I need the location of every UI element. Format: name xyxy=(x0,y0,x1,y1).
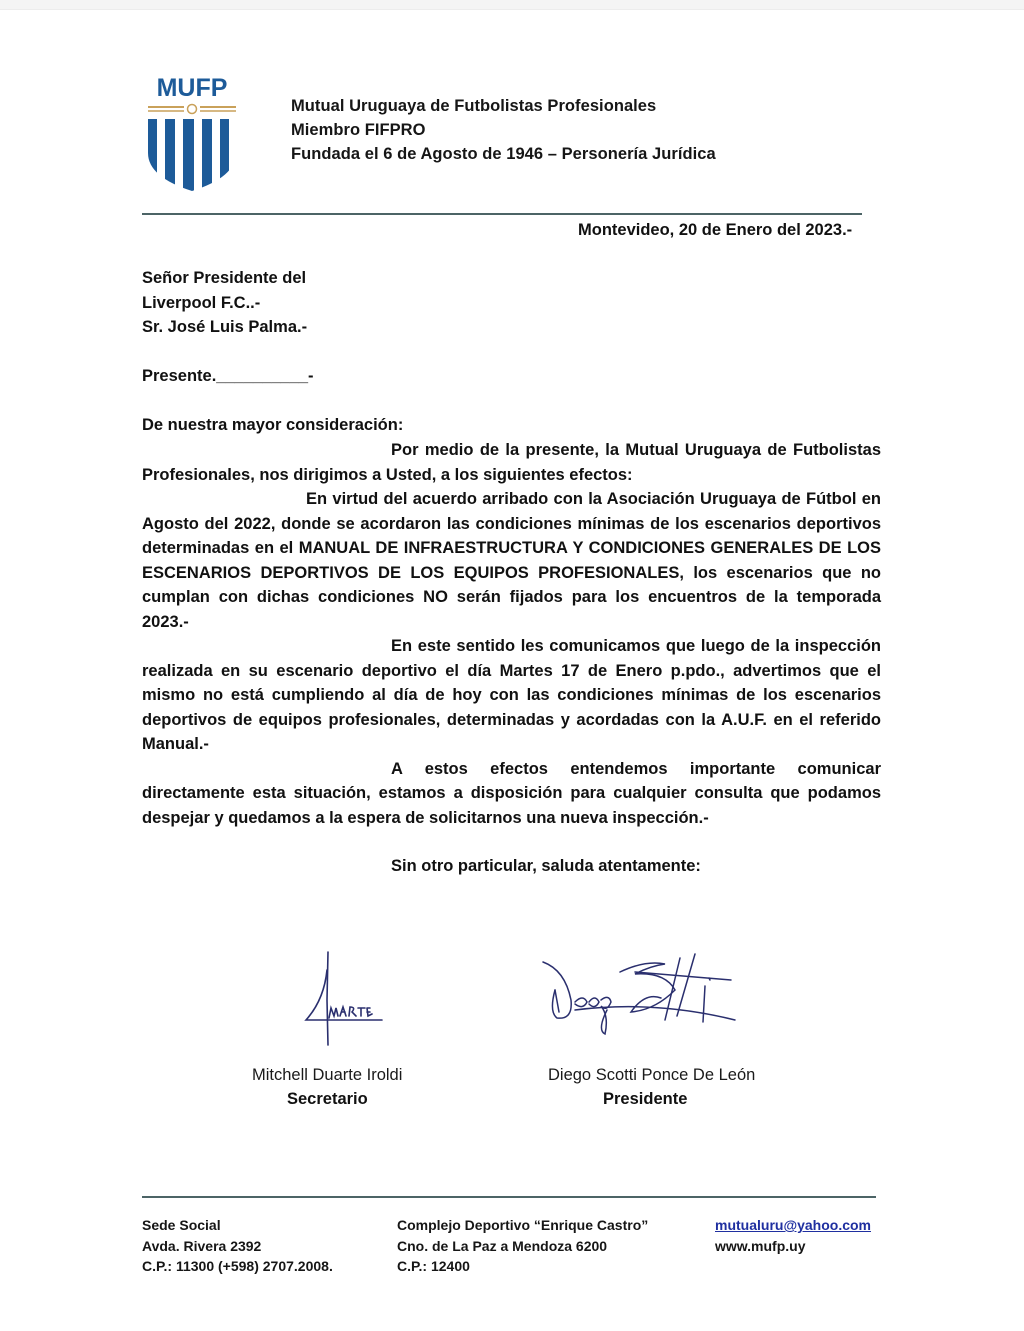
website-text: www.mufp.uy xyxy=(715,1237,806,1254)
body-paragraph: En virtud del acuerdo arribado con la Asociación Uruguaya de Fútbol en Agosto del 2022, donde se acordaron las condiciones mínimas de los escenarios deportivos determinadas en el MANUAL DE INFRAESTRUCTURA Y CONDICIONES GENERALES DE LOS ESCENARIOS DEPORTIVOS DE LOS EQUIPOS PROFESIONALES, los escenarios que no cumplan con dichas condiciones NO serán fijados para los encuentros de la temporada 2023.- xyxy=(142,490,881,631)
header-divider xyxy=(142,213,862,215)
closing-line: Sin otro particular, saluda atentamente: xyxy=(391,857,701,875)
presente-line: Presente.__________- xyxy=(142,367,314,385)
footer-address: Cno. de La Paz a Mendoza 6200 xyxy=(397,1237,608,1254)
signatory-name: Diego Scotti Ponce De León xyxy=(548,1066,756,1084)
body-paragraph: A estos efectos entendemos importante comunicar directamente esta situación, estamos a disposición para cualquier consulta que podamos despejar y quedamos a la espera de solicitarnos una nueva inspección.- xyxy=(142,759,881,827)
footer-title: Complejo Deportivo “Enrique Castro” xyxy=(397,1217,649,1233)
signatory-role: Secretario xyxy=(287,1090,368,1108)
recipient-line: Sr. José Luis Palma.- xyxy=(142,318,308,336)
signatory-name: Mitchell Duarte Iroldi xyxy=(252,1066,403,1084)
email-link[interactable]: mutualuru@yahoo.com xyxy=(715,1217,871,1233)
organization-name: Mutual Uruguaya de Futbolistas Profesionales xyxy=(291,97,657,115)
letter-body xyxy=(142,438,881,830)
footer-sede-social xyxy=(142,1215,333,1277)
recipient-line: Señor Presidente del xyxy=(142,269,307,287)
organization-membership: Miembro FIFPRO xyxy=(291,121,426,139)
mufp-logo-icon xyxy=(146,75,238,191)
top-band xyxy=(0,0,1024,10)
signature-duarte-icon xyxy=(300,950,390,1055)
signatory-role: Presidente xyxy=(603,1090,688,1108)
footer-divider xyxy=(142,1196,876,1198)
body-paragraph: En este sentido les comunicamos que luego de la inspección realizada en su escenario deportivo el día Martes 17 de Enero p.pdo., advertimos que el mismo no está cumpliendo al día de hoy con las condiciones mínimas de los escenarios deportivos de equipos profesionales, determinadas y acordadas con la A.U.F. en el referido Manual.- xyxy=(142,637,881,753)
salutation: De nuestra mayor consideración: xyxy=(142,416,404,434)
logo-text: MUFP xyxy=(156,75,228,102)
footer-contact xyxy=(715,1215,871,1256)
footer-address: Avda. Rivera 2392 xyxy=(142,1237,262,1254)
footer-postal: C.P.: 11300 (+598) 2707.2008. xyxy=(142,1258,333,1274)
letter-date: Montevideo, 20 de Enero del 2023.- xyxy=(578,221,853,239)
recipient-block xyxy=(142,266,307,340)
recipient-line: Liverpool F.C..- xyxy=(142,293,261,312)
signature-scotti-icon xyxy=(535,950,745,1050)
footer-postal: C.P.: 12400 xyxy=(397,1258,470,1274)
organization-founded: Fundada el 6 de Agosto de 1946 – Personería Jurídica xyxy=(291,145,716,163)
footer-complejo xyxy=(397,1215,648,1277)
footer-title: Sede Social xyxy=(142,1217,221,1233)
organization-header xyxy=(291,94,716,166)
body-paragraph: Por medio de la presente, la Mutual Uruguaya de Futbolistas Profesionales, nos dirigimos a Usted, a los siguientes efectos: xyxy=(142,441,881,484)
